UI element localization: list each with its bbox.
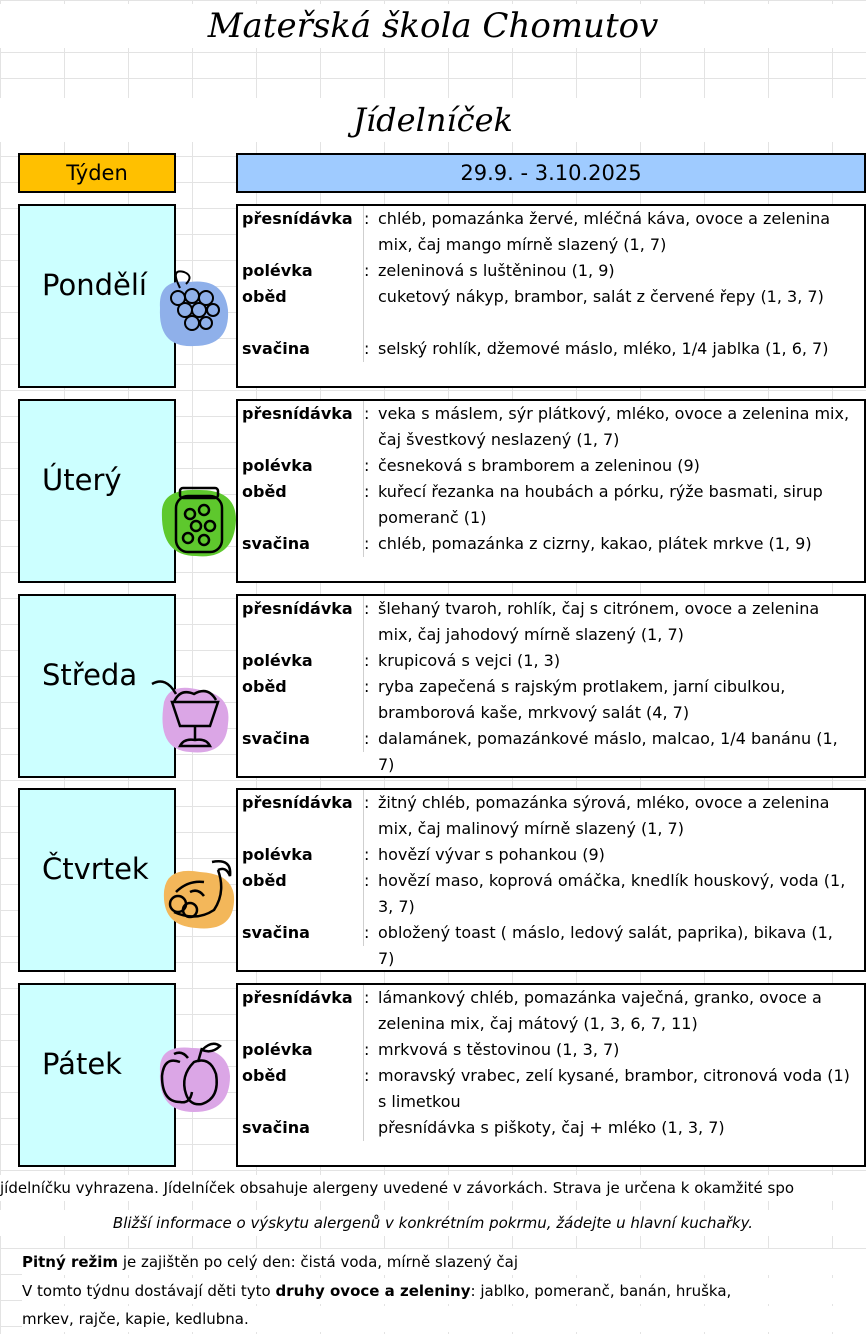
meal-description: chléb, pomazánka žervé, mléčná káva, ovoce a zelenina mix, čaj mango mírně slazený (1, 7) [378, 209, 831, 254]
meal-name: svačina [242, 923, 310, 942]
fruit-note-bold: druhy ovoce a zeleniny [275, 1282, 471, 1300]
meal-colon: : [364, 793, 370, 812]
day-name: Středa [42, 658, 138, 692]
menu-box [236, 788, 866, 972]
meal-name: oběd [242, 871, 287, 890]
day-name: Pátek [42, 1047, 122, 1081]
meal-colon: : [364, 677, 370, 696]
meal-name: polévka [242, 456, 313, 475]
meal-name: oběd [242, 677, 287, 696]
meal-colon: : [364, 871, 370, 890]
day-box [18, 399, 176, 583]
meal-name: přesnídávka [242, 793, 353, 812]
drinking-regime-text: je zajištěn po celý den: čistá voda, mírně slazený čaj [118, 1253, 519, 1271]
allergen-note: jídelníčku vyhrazena. Jídelníček obsahuje alergeny uvedené v závorkách. Strava je určena k okamžité spo [0, 1175, 866, 1201]
meal-colon: : [364, 209, 370, 228]
fruit-note-rest: : jablko, pomeranč, banán, hruška, [470, 1282, 732, 1300]
sundae-icon [150, 672, 234, 756]
fruit-note [22, 1278, 866, 1304]
day-box [18, 788, 176, 972]
meal-name: oběd [242, 1066, 287, 1085]
meal-name: přesnídávka [242, 209, 353, 228]
meal-description: veka s máslem, sýr plátkový, mléko, ovoce a zelenina mix, čaj švestkový neslazený (1, 7) [378, 404, 850, 449]
meal-colon: : [364, 988, 370, 1007]
meal-description: obložený toast ( máslo, ledový salát, paprika), bikava (1, 7) [378, 923, 833, 968]
meal-description: cuketový nákyp, brambor, salát z červené řepy (1, 3, 7) [378, 287, 824, 306]
meal-description: dalamánek, pomazánkové máslo, malcao, 1/4 banánu (1, 7) [378, 729, 838, 774]
meal-description: moravský vrabec, zelí kysané, brambor, citronová voda (1) s limetkou [378, 1066, 850, 1111]
meal-name: přesnídávka [242, 404, 353, 423]
menu-box [236, 399, 866, 583]
meal-colon: : [364, 404, 370, 423]
meal-colon: : [364, 534, 370, 553]
meal-description: žitný chléb, pomazánka sýrová, mléko, ovoce a zelenina mix, čaj malinový mírně slazený (1, 7) [378, 793, 830, 838]
drinking-regime-label: Pitný režim [22, 1253, 119, 1271]
meal-description: zeleninová s luštěninou (1, 9) [378, 261, 615, 280]
meal-colon: : [364, 1040, 370, 1059]
grapes-icon [150, 268, 234, 352]
meal-description: hovězí maso, koprová omáčka, knedlík houskový, voda (1, 3, 7) [378, 871, 846, 916]
meal-colon: : [364, 261, 370, 280]
fruit-note-prefix: V tomto týdnu dostávají děti tyto [22, 1282, 276, 1300]
meal-colon: : [364, 339, 370, 358]
meal-name: polévka [242, 261, 313, 280]
meal-description: chléb, pomazánka z cizrny, kakao, plátek mrkve (1, 9) [378, 534, 812, 553]
meal-name: polévka [242, 1040, 313, 1059]
meal-name: svačina [242, 729, 310, 748]
meal-colon: : [364, 845, 370, 864]
week-label: Týden [18, 153, 176, 193]
meal-description: mrkvová s těstovinou (1, 3, 7) [378, 1040, 620, 1059]
meal-description: česneková s bramborem a zeleninou (9) [378, 456, 700, 475]
apples-icon [150, 1032, 234, 1116]
meal-description: ryba zapečená s rajským protlakem, jarní cibulkou, bramborová kaše, mrkvový salát (4, 7) [378, 677, 786, 722]
meal-description: lámankový chléb, pomazánka vaječná, granko, ovoce a zelenina mix, čaj mátový (1, 3, 6, 7, 11) [378, 988, 822, 1033]
meal-description: kuřecí řezanka na houbách a pórku, rýže basmati, sirup pomeranč (1) [378, 482, 823, 527]
meal-description: selský rohlík, džemové máslo, mléko, 1/4 jablka (1, 6, 7) [378, 339, 829, 358]
menu-box [236, 983, 866, 1167]
meal-colon: : [364, 923, 370, 942]
meal-name: svačina [242, 339, 310, 358]
meal-colon: : [364, 482, 370, 501]
day-name: Úterý [42, 463, 122, 497]
fruit-note-line2: mrkev, rajče, kapie, kedlubna. [22, 1306, 866, 1332]
meal-colon: : [364, 599, 370, 618]
menu-title: Jídelníček [0, 98, 866, 142]
meal-colon: : [364, 1066, 370, 1085]
meal-name: svačina [242, 534, 310, 553]
meal-description: přesnídávka s piškoty, čaj + mléko (1, 3, 7) [378, 1118, 725, 1137]
cornucopia-icon [156, 852, 240, 936]
meal-description: hovězí vývar s pohankou (9) [378, 845, 605, 864]
meal-description: šlehaný tvaroh, rohlík, čaj s citrónem, ovoce a zelenina mix, čaj jahodový mírně slazený (1, 7) [378, 599, 820, 644]
school-title: Mateřská škola Chomutov [0, 4, 866, 48]
meal-colon: : [364, 729, 370, 748]
meal-name: svačina [242, 1118, 310, 1137]
meal-name: přesnídávka [242, 988, 353, 1007]
meal-name: přesnídávka [242, 599, 353, 618]
meal-name: oběd [242, 287, 287, 306]
meal-description: krupicová s vejci (1, 3) [378, 651, 561, 670]
meal-name: oběd [242, 482, 287, 501]
meal-colon: : [364, 651, 370, 670]
allergen-info-note: Bližší informace o výskytu alergenů v konkrétním pokrmu, žádejte u hlavní kuchařky. [0, 1210, 866, 1236]
day-name: Pondělí [42, 268, 147, 302]
meal-name: polévka [242, 845, 313, 864]
jar-icon [156, 480, 240, 564]
drinking-regime-note [22, 1249, 866, 1275]
week-range: 29.9. - 3.10.2025 [236, 153, 866, 193]
menu-box [236, 204, 866, 388]
menu-box [236, 594, 866, 778]
meal-name: polévka [242, 651, 313, 670]
meal-colon: : [364, 456, 370, 475]
day-name: Čtvrtek [42, 852, 149, 886]
